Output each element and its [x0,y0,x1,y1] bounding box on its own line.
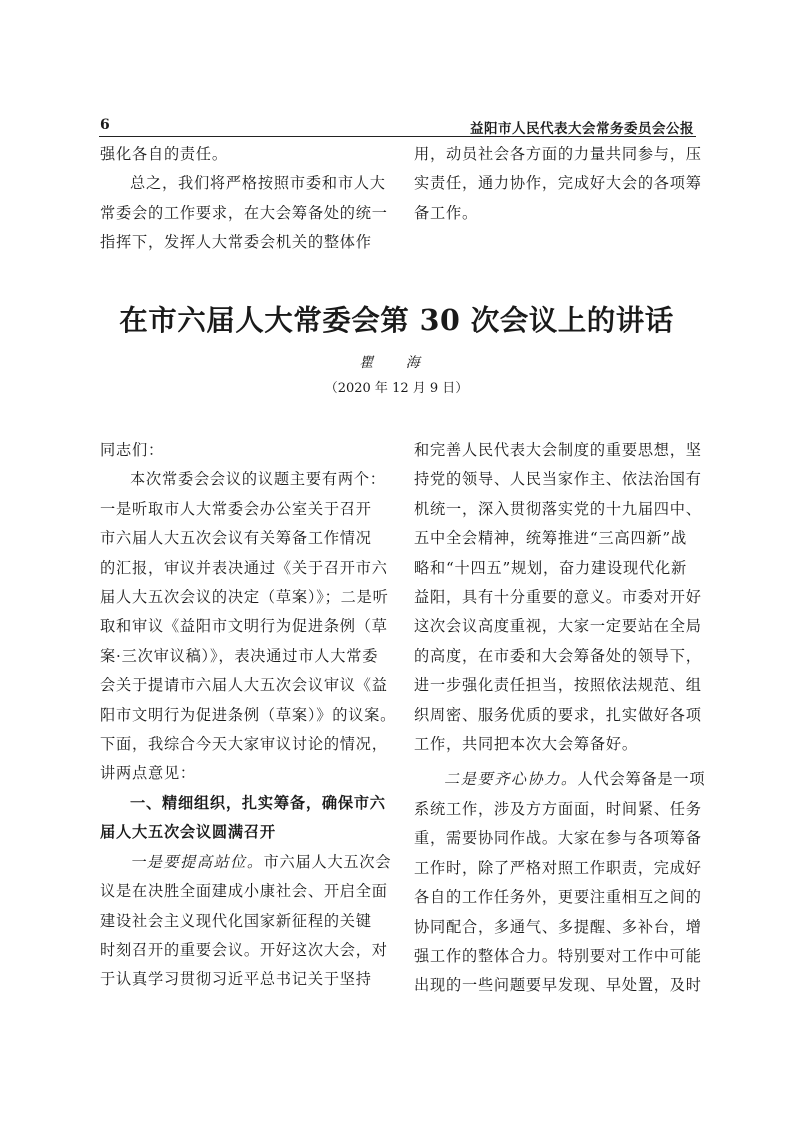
text-span: 人代会筹备是一项 [577,770,706,789]
text-line: 时刻召开的重要会议。开好这次大会，对 [100,940,388,959]
text-span: 市六届人大五次会 [263,852,392,871]
text-line: 阳市文明行为促进条例（草案）》的议案。 [100,705,397,724]
text-line [414,765,706,794]
section-heading: 届人大五次会议圆满召开 [100,823,276,842]
text-line: 于认真学习贯彻习近平总书记关于坚持 [100,970,372,989]
salutation: 同志们： [100,441,164,459]
text-line: 和完善人民代表大会制度的重要思想，坚 [414,441,702,459]
text-line: 会关于提请市六届人大五次会议审议《益 [100,676,388,695]
text-line: 机统一，深入贯彻落实党的十九届四中、 [414,499,702,518]
journal-title: 益阳市人民代表大会常务委员会公报 [470,121,694,137]
text-line: 备工作。 [414,203,478,222]
text-line: 持党的领导、人民当家作主、依法治国有 [414,470,702,489]
text-line: 强工作的整体合力。特别要对工作中可能 [414,946,702,965]
text-line: 市六届人大五次会议有关筹备工作情况 [100,529,372,548]
text-line: 届人大五次会议的决定（草案）》；二是听 [100,588,389,607]
text-line: 这次会议高度重视，大家一定要站在全局 [414,617,702,636]
text-line [100,848,396,877]
text-line: 略和“十四五”规划，奋力建设现代化新 [414,558,687,577]
text-line: 用，动员社会各方面的力量共同参与，压 [414,145,702,163]
text-line: 本次常委会会议的议题主要有两个： [130,470,386,489]
point-title: 二是要齐心协力。 [444,770,578,789]
text-line: 指挥下，发挥人大常委会机关的整体作 [100,233,372,252]
text-line: 取和审议《益阳市文明行为促进条例（草 [100,617,388,636]
article-left-column [100,436,396,995]
text-line: 的汇报，审议并表决通过《关于召开市六 [100,558,388,577]
text-line: 重，需要协同作战。大家在参与各项筹备 [414,829,702,848]
text-line: 各自的工作任务外，更要注重相互之间的 [414,888,702,907]
text-line: 总之，我们将严格按照市委和市人大 [130,174,386,193]
text-line: 强化各自的责任。 [100,145,228,163]
text-line: 织周密、服务优质的要求，扎实做好各项 [414,705,702,724]
text-line: 议是在决胜全面建成小康社会、开启全面 [100,882,388,901]
article-date: （2020 年 12 月 9 日） [324,381,469,396]
text-line: 下面，我综合今天大家审议讨论的情况， [100,735,388,754]
text-line: 五中全会精神，统筹推进“三高四新”战 [414,529,687,548]
text-line: 出现的一些问题要早发现、早处置，及时 [414,976,702,995]
article-right-column [414,436,706,1001]
text-line: 系统工作，涉及方方面面，时间紧、任务 [414,799,702,818]
text-line: 常委会的工作要求，在大会筹备处的统一 [100,203,388,222]
prev-article-right-column [414,140,702,228]
text-line: 工作，共同把本次大会筹备好。 [414,735,638,754]
text-line: 实责任，通力协作，完成好大会的各项筹 [414,174,702,193]
text-line: 益阳，具有十分重要的意义。市委对开好 [414,588,702,607]
prev-article-left-column [100,140,390,258]
text-line: 一是听取市人大常委会办公室关于召开 [100,499,372,518]
header-rule [99,136,696,137]
text-line: 进一步强化责任担当，按照依法规范、组 [414,676,702,695]
text-line: 建设社会主义现代化国家新征程的关键 [100,911,372,930]
text-line: 案·三次审议稿）》，表决通过市人大常委 [100,646,379,665]
text-line: 的高度，在市委和大会筹备处的领导下， [414,646,702,665]
page-number: 6 [100,117,110,133]
text-line: 协同配合，多通气、多提醒、多补台，增 [414,917,702,936]
article-title: 在市六届人大常委会第 30 次会议上的讲话 [119,303,674,337]
article-author: 瞿 海 [359,355,434,371]
section-heading: 一、精细组织，扎实筹备，确保市六 [130,793,386,812]
text-line: 讲两点意见： [100,764,196,783]
point-title: 一是要提高站位。 [130,852,264,871]
text-line: 工作时，除了严格对照工作职责，完成好 [414,858,702,877]
